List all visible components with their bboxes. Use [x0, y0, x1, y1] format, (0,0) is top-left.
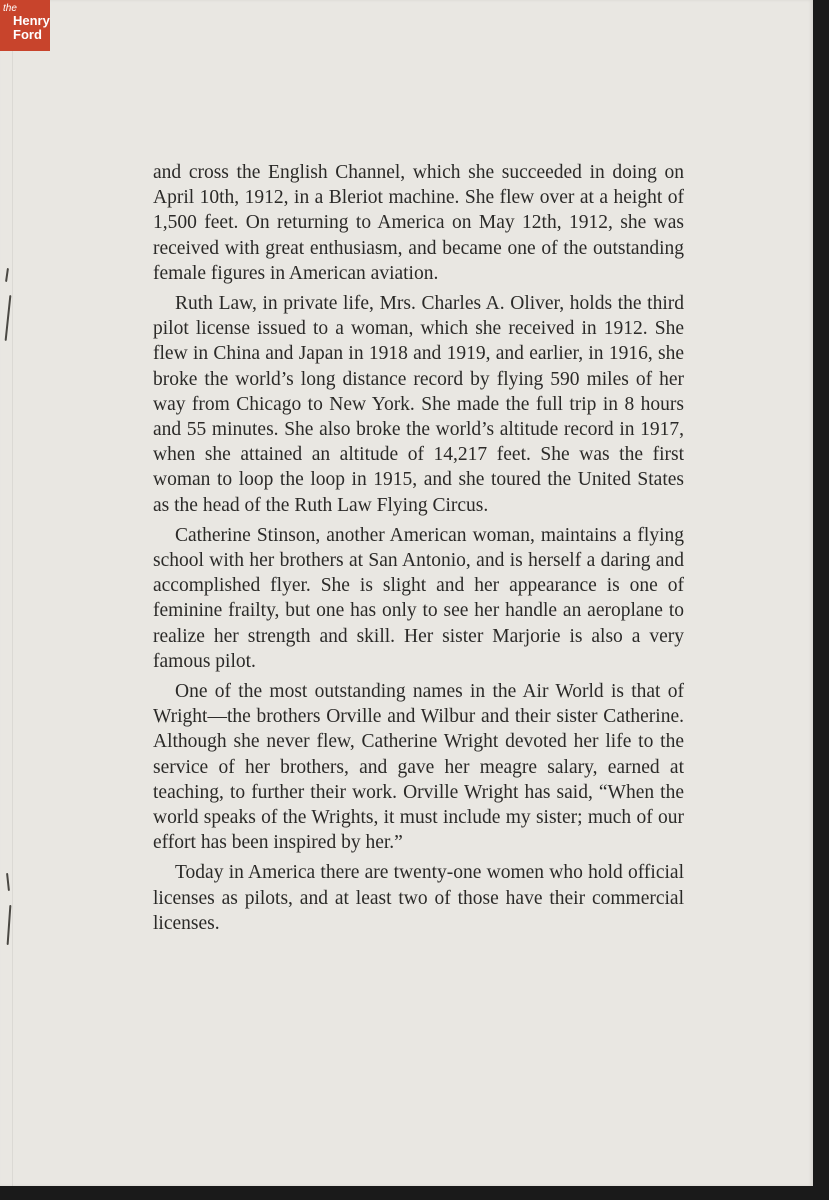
paragraph: and cross the English Channel, which she succeeded in doing on April 10th, 1912, in a Bleriot machine. She flew over at a height of 1,500 feet. On returning to America on May 12th, 1912, she was received with great enthusiasm, and became one of the outstanding female figures in American aviation. [153, 162, 684, 284]
henry-ford-logo [0, 0, 50, 51]
paragraph: Today in America there are twenty-one women who hold official licenses as pilots, and at least two of those have their commercial licenses. [153, 862, 684, 934]
margin-mark [5, 295, 12, 341]
margin-mark [7, 905, 12, 945]
margin-mark [6, 873, 10, 891]
body-text [153, 160, 684, 941]
margin-mark [5, 268, 9, 282]
page-fold-shadow [12, 0, 13, 1186]
logo-text-the: the [3, 3, 17, 14]
logo-text-henry: Henry [13, 13, 50, 28]
paragraph: One of the most outstanding names in the Air World is that of Wright—the brothers Orville and Wilbur and their sister Catherine. Although she never flew, Catherine Wright devoted her life to the service of her brothers, and gave her meagre salary, earned at teaching, to further their work. Orville Wright has said, “When the world speaks of the Wrights, it must include my sister; much of our effort has been inspired by her.” [153, 681, 684, 854]
paragraph: Catherine Stinson, another American woman, maintains a flying school with her brothers at San Antonio, and is herself a daring and accomplished flyer. She is slight and her appearance is one of feminine frailty, but one has only to see her handle an aeroplane to realize her strength and skill. Her sister Marjorie is also a very famous pilot. [153, 524, 684, 672]
logo-text-ford: Ford [13, 27, 42, 42]
paragraph: Ruth Law, in private life, Mrs. Charles A. Oliver, holds the third pilot license issued to a woman, which she received in 1912. She flew in China and Japan in 1918 and 1919, and earlier, in 1916, she broke the world’s long distance record by flying 590 miles of her way from Chicago to New York. She made the full trip in 8 hours and 55 minutes. She also broke the world’s altitude record in 1917, when she attained an altitude of 14,217 feet. She was the first woman to loop the loop in 1915, and she toured the United States as the head of the Ruth Law Flying Circus. [153, 293, 684, 516]
